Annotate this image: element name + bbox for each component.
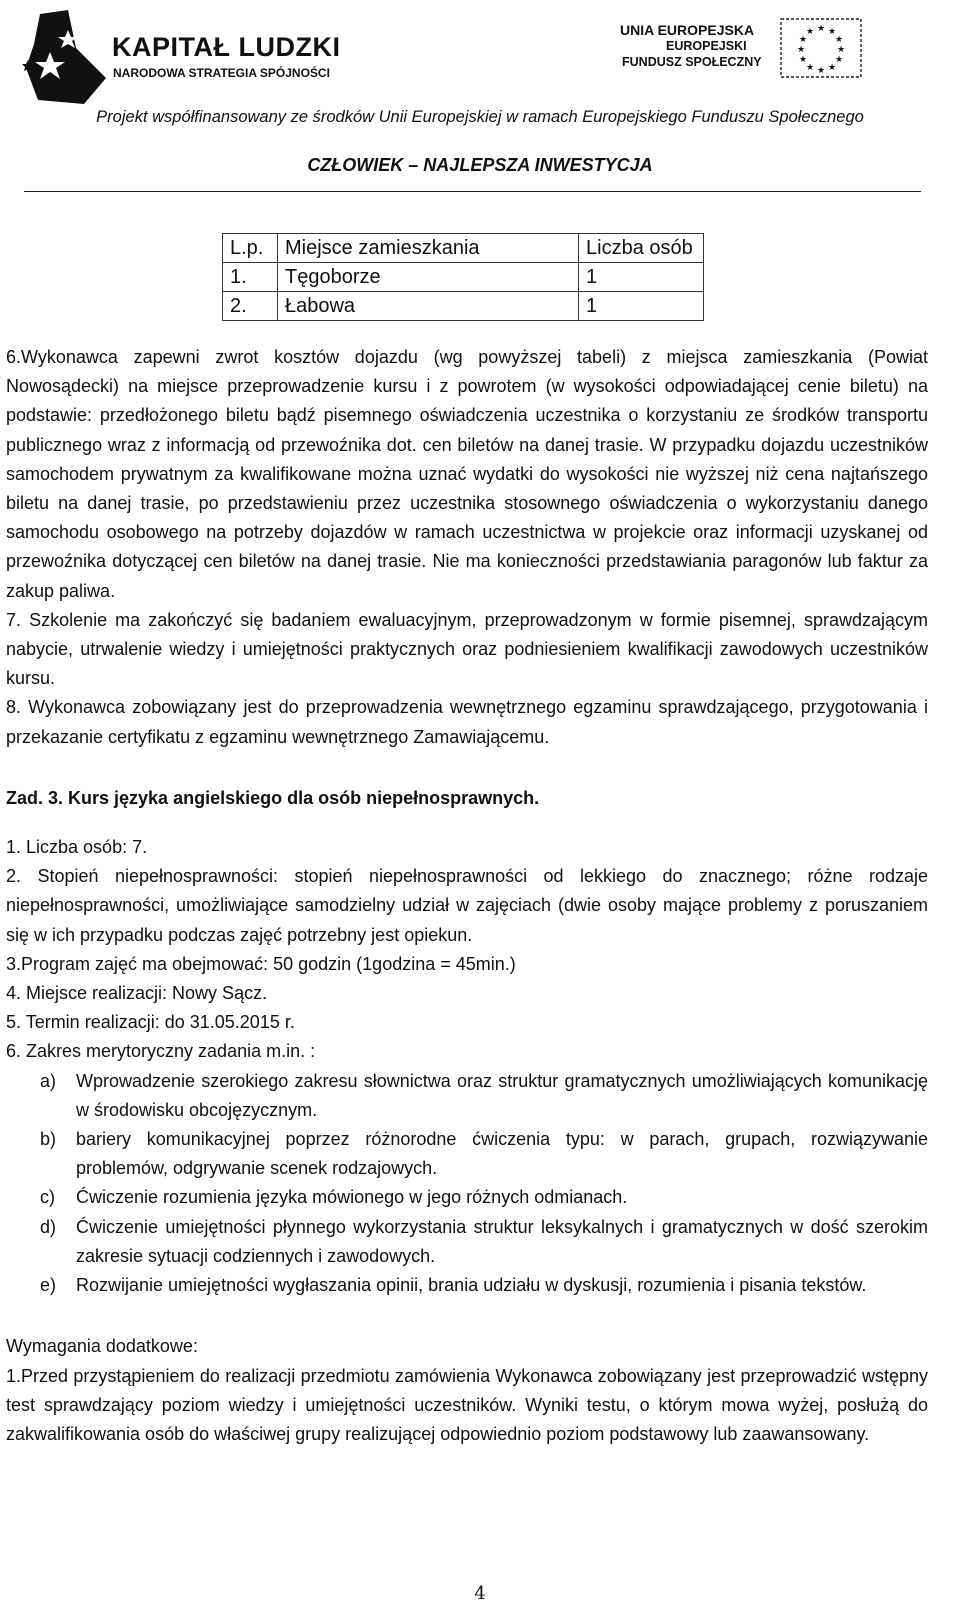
svg-text:★: ★: [827, 27, 837, 37]
table-row: [223, 263, 704, 292]
item-text: Ćwiczenie umiejętności płynnego wykorzystania struktur leksykalnych i gramatycznych w dość szerokim zakresie sytuacji codziennych i zawodowych.: [76, 1216, 928, 1266]
project-cofinancing-note: Projekt współfinansowany ze środków Unii Europejskiej w ramach Europejskiego Funduszu Społecznego: [96, 108, 864, 126]
table-cell: 1.: [223, 263, 278, 292]
item-text: bariery komunikacyjnej poprzez różnorodne ćwiczenia typu: w parach, grupach, rozwiązywanie problemów, odgrywanie scenek rodzajowych.: [76, 1129, 928, 1179]
scope-item-e: [6, 1271, 928, 1300]
motto: CZŁOWIEK – NAJLEPSZA INWESTYCJA: [307, 155, 653, 175]
eu-line-2: EUROPEJSKI: [666, 39, 747, 53]
table-header-row: [223, 234, 704, 263]
svg-text:★: ★: [834, 55, 844, 65]
header-divider: [24, 191, 921, 192]
svg-text:★: ★: [796, 45, 806, 55]
scope-item-d: [6, 1213, 928, 1271]
table-cell: Łabowa: [278, 292, 579, 321]
list-item: 4. Miejsce realizacji: Nowy Sącz.: [6, 983, 268, 1004]
column-header-lp: L.p.: [223, 234, 278, 263]
column-header-place: Miejsce zamieszkania: [278, 234, 579, 263]
svg-text:★: ★: [834, 35, 844, 45]
logo-subtitle: NARODOWA STRATEGIA SPÓJNOŚCI: [113, 66, 330, 80]
list-item: 3.Program zajęć ma obejmować: 50 godzin (1godzina = 45min.): [6, 953, 516, 974]
logo-title: KAPITAŁ LUDZKI: [112, 32, 341, 62]
svg-text:★: ★: [798, 35, 808, 45]
list-item: 6. Zakres merytoryczny zadania m.in. :: [6, 1041, 316, 1062]
page-header: [0, 0, 960, 200]
residence-table: [222, 233, 704, 321]
kapital-ludzki-logo-icon: [20, 8, 116, 108]
item-marker: d): [40, 1216, 57, 1237]
item-marker: c): [40, 1187, 55, 1208]
eu-line-3: FUNDUSZ SPOŁECZNY: [622, 55, 762, 69]
table-cell: 1: [579, 292, 704, 321]
scope-item-c: [6, 1183, 928, 1212]
additional-requirement-1: 1.Przed przystąpieniem do realizacji przedmiotu zamówienia Wykonawca zobowiązany jest przeprowadzić wstępny test sprawdzający poziom wiedzy i umiejętności uczestników. Wyniki testu, o którym mowa wyżej, posłużą do zakwalifikowania osób do właściwej grupy realizującej odpowiednio poziom podstawowy lub zaawansowany.: [6, 1365, 928, 1444]
eu-line-1: UNIA EUROPEJSKA: [620, 22, 755, 38]
column-header-count: Liczba osób: [579, 234, 704, 263]
table-cell: Tęgoborze: [278, 263, 579, 292]
table-cell: 2.: [223, 292, 278, 321]
item-marker: e): [40, 1275, 57, 1296]
list-item: 2. Stopień niepełnosprawności: stopień niepełnosprawności od lekkiego do znacznego; różne rodzaje niepełnosprawności, umożliwiające samodzielny udział w zajęciach (dwie osoby mające problemy z poruszaniem się w ich przypadku podczas zajęć potrzebny jest opiekun.: [6, 866, 928, 945]
spacer: [6, 813, 928, 833]
svg-text:★: ★: [836, 45, 846, 55]
scope-item-b: [6, 1125, 928, 1183]
page-number: 4: [474, 1583, 486, 1604]
svg-text:★: ★: [805, 63, 815, 73]
paragraph-7-evaluation: 7. Szkolenie ma zakończyć się badaniem ewaluacyjnym, przeprowadzonym w formie pisemnej, sprawdzającym nabycie, utrwalenie wiedzy i umiejętności praktycznych oraz podniesieniem kwalifikacji zawodowych uczestników kursu.: [6, 609, 928, 689]
table-row: [223, 292, 704, 321]
svg-text:★: ★: [816, 66, 826, 76]
svg-text:★: ★: [805, 27, 815, 37]
eu-flag-icon: [780, 18, 862, 78]
item-text: Wprowadzenie szerokiego zakresu słownictwa oraz struktur gramatycznych umożliwiających komunikację w środowisku obcojęzycznym.: [76, 1070, 928, 1120]
document-body: [6, 343, 928, 1449]
svg-text:★: ★: [827, 63, 837, 73]
paragraph-6-travel-costs: 6.Wykonawca zapewni zwrot kosztów dojazdu (wg powyższej tabeli) z miejsca zamieszkania (Powiat Nowosądecki) na miejsce przeprowadzenie kursu i z powrotem (w wysokości odpowiadającej cenie biletu) na podstawie: przedłożonego biletu bądź pisemnego oświadczenia uczestnika o korzystaniu ze środków transportu publicznego wraz z informacją od przewoźnika dot. cen biletów na danej trasie. W przypadku dojazdu uczestników samochodem prywatnym za kwalifikowane można uznać wydatki do wysokości nie wyższej niż cena najtańszego biletu na danej trasie, po przedstawieniu przez uczestnika stosownego oświadczenia o wykorzystaniu danego samochodu osobowego na potrzeby dojazdów w ramach uczestnictwa w projekcie oraz informacji uzyskanej od przewoźnika dotyczącej cen biletów na danej trasie. Nie ma konieczności przedstawiania paragonów lub faktur za zakup paliwa.: [6, 347, 928, 601]
svg-text:★: ★: [798, 55, 808, 65]
item-marker: b): [40, 1129, 57, 1150]
item-text: Rozwijanie umiejętności wygłaszania opinii, brania udziału w dyskusji, rozumienia i pisania tekstów.: [76, 1275, 867, 1296]
list-item: 5. Termin realizacji: do 31.05.2015 r.: [6, 1012, 295, 1033]
item-text: Ćwiczenie rozumienia języka mówionego w jego różnych odmianach.: [76, 1187, 628, 1208]
item-marker: a): [40, 1070, 57, 1091]
list-item: 1. Liczba osób: 7.: [6, 837, 148, 858]
table-cell: 1: [579, 263, 704, 292]
section-heading: Zad. 3. Kurs języka angielskiego dla osób niepełnosprawnych.: [6, 787, 540, 808]
spacer: [6, 1300, 928, 1332]
svg-text:★: ★: [816, 24, 826, 34]
spacer: [6, 752, 928, 784]
eu-fund-label: [620, 22, 762, 70]
paragraph-8-exam: 8. Wykonawca zobowiązany jest do przeprowadzenia wewnętrznego egzaminu sprawdzającego, przygotowania i przekazanie certyfikatu z egzaminu wewnętrznego Zamawiającemu.: [6, 697, 928, 747]
additional-requirements-heading: Wymagania dodatkowe:: [6, 1336, 198, 1357]
scope-item-a: [6, 1067, 928, 1125]
